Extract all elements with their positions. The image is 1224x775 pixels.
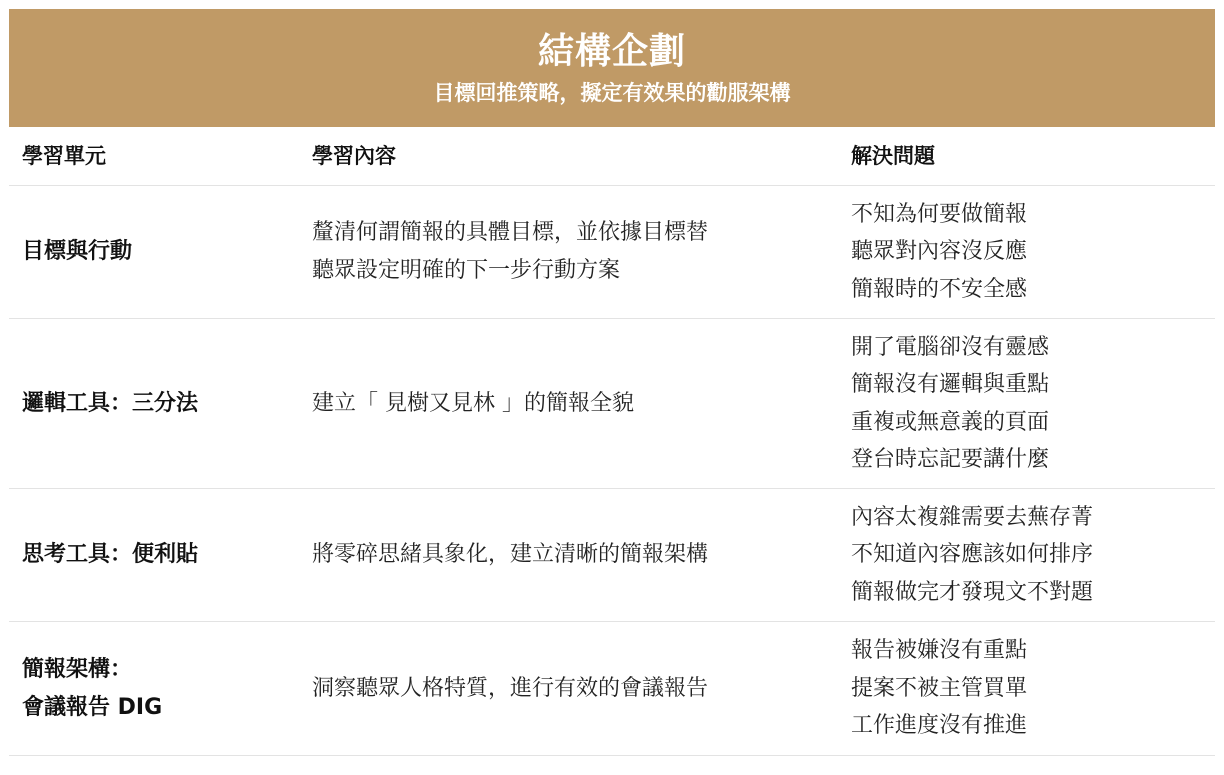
problems-cell [851, 319, 1211, 488]
unit-label: 簡報架構： [22, 656, 133, 682]
unit-cell [22, 186, 292, 318]
unit-label: 會議報告 DIG [22, 694, 163, 720]
content-cell [312, 489, 832, 621]
problem-item: 簡報沒有邏輯與重點 [851, 372, 1050, 397]
course-structure-page [9, 9, 1215, 756]
content-cell [312, 622, 832, 755]
problem-item: 提案不被主管買單 [851, 675, 1028, 701]
table-row [9, 489, 1215, 622]
problem-item: 聽眾對內容沒反應 [851, 239, 1028, 265]
unit-cell [22, 319, 292, 488]
table-header [9, 127, 1215, 186]
problems-cell [851, 622, 1211, 755]
content-line: 釐清何謂簡報的具體目標，並依據目標替 [312, 220, 709, 245]
problem-item: 簡報做完才發現文不對題 [851, 579, 1094, 605]
table-row [9, 622, 1215, 756]
problem-item: 重複或無意義的頁面 [851, 409, 1050, 435]
problem-item: 不知為何要做簡報 [851, 201, 1028, 227]
problem-item: 報告被嫌沒有重點 [851, 638, 1028, 664]
content-line: 將零碎思緒具象化，建立清晰的簡報架構 [312, 542, 709, 567]
banner-subtitle: 目標回推策略，擬定有效果的勸服架構 [433, 81, 791, 105]
content-line: 建立「 見樹又見林 」的簡報全貌 [312, 390, 634, 416]
table-row [9, 319, 1215, 489]
header-content: 學習內容 [312, 144, 396, 168]
content-cell [312, 319, 832, 488]
problem-item: 簡報時的不安全感 [851, 276, 1028, 302]
problem-item: 不知道內容應該如何排序 [851, 542, 1094, 568]
problem-item: 內容太複雜需要去蕪存菁 [851, 504, 1094, 530]
unit-cell [22, 622, 292, 755]
banner-title: 結構企劃 [537, 31, 686, 72]
problem-item: 工作進度沒有推進 [851, 713, 1028, 739]
content-line: 洞察聽眾人格特質，進行有效的會議報告 [312, 675, 709, 701]
content-cell [312, 186, 832, 318]
unit-label: 邏輯工具：三分法 [22, 390, 199, 416]
unit-label: 目標與行動 [22, 239, 133, 264]
content-line: 聽眾設定明確的下一步行動方案 [312, 258, 621, 283]
header-unit: 學習單元 [22, 144, 106, 168]
problem-item: 登台時忘記要講什麼 [851, 447, 1050, 472]
header-problems: 解決問題 [851, 144, 935, 168]
table-row [9, 186, 1215, 319]
problem-item: 開了電腦卻沒有靈感 [851, 334, 1050, 360]
unit-cell [22, 489, 292, 621]
unit-label: 思考工具：便利貼 [22, 542, 199, 567]
problems-cell [851, 186, 1211, 318]
title-banner [9, 9, 1215, 127]
problems-cell [851, 489, 1211, 621]
